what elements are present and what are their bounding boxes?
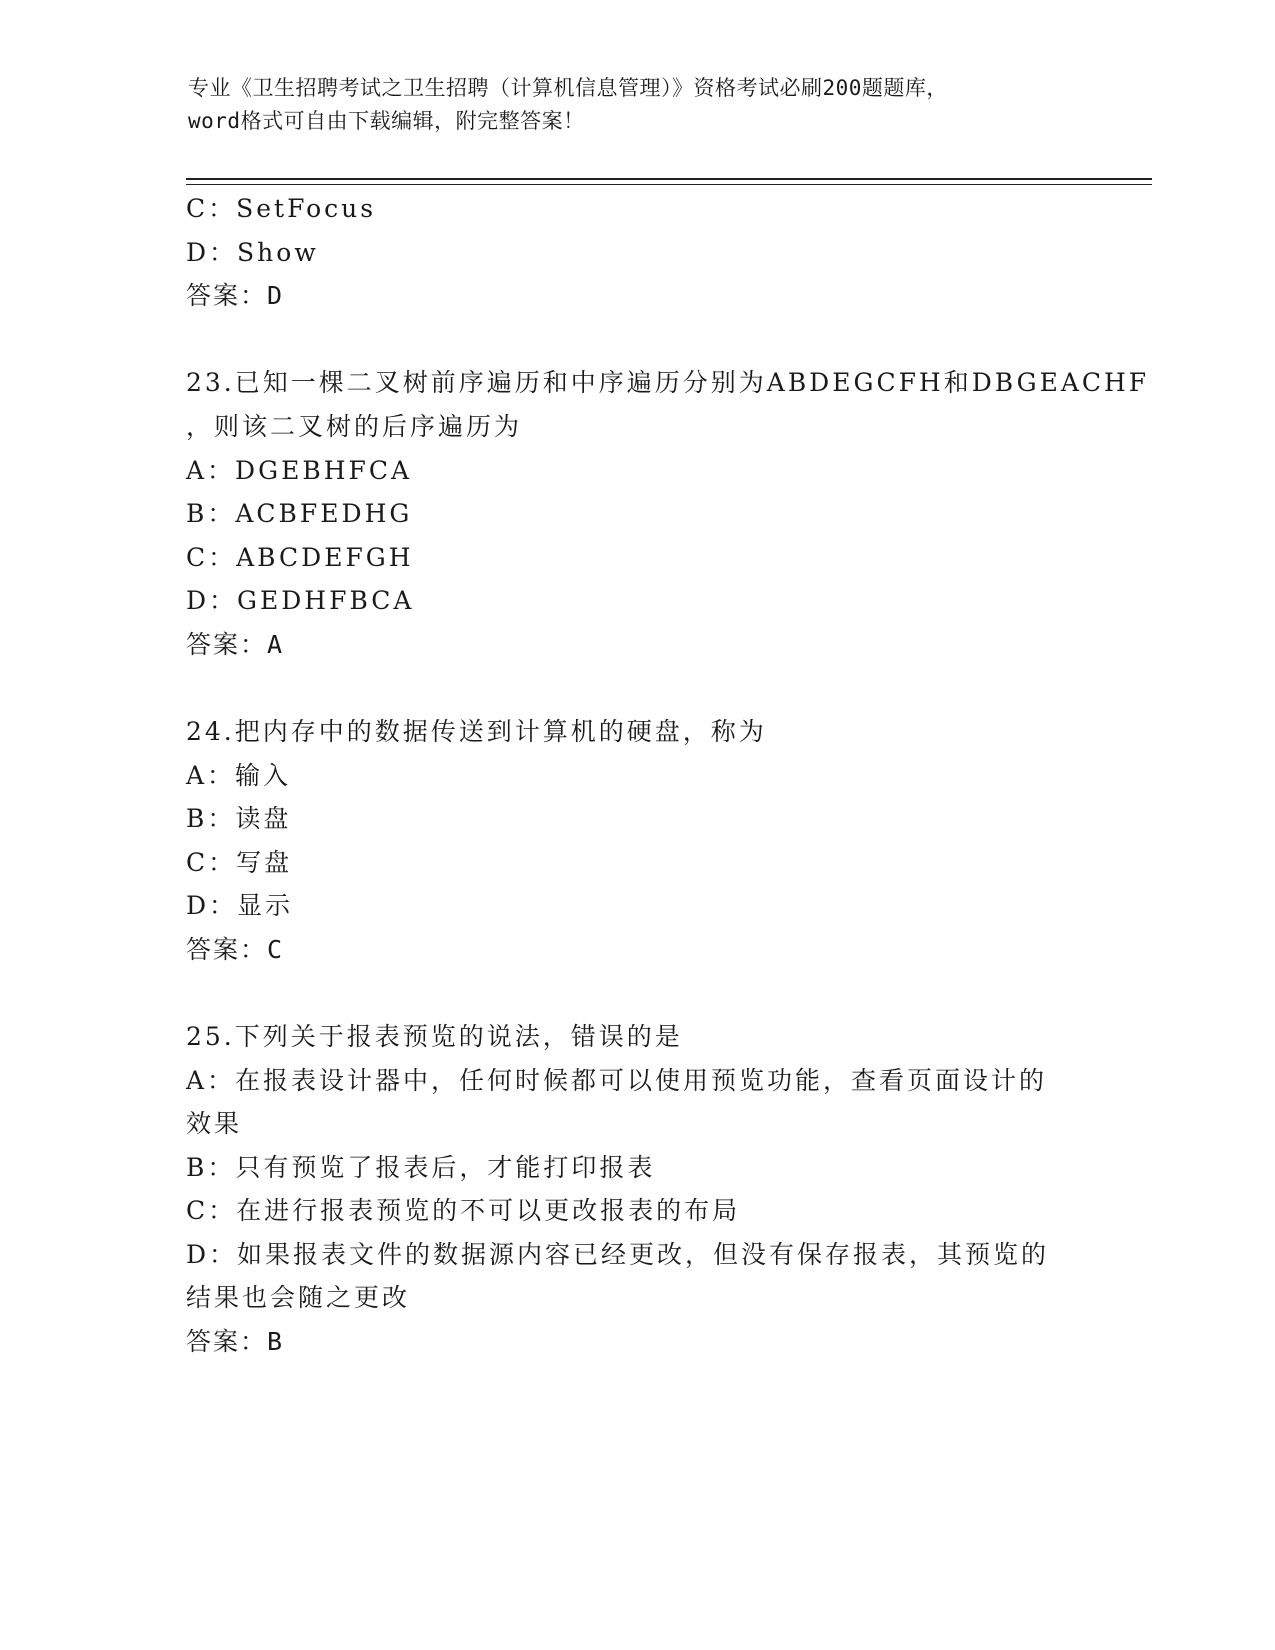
answer-label: 答案：: [186, 630, 268, 659]
q24-option-d: D：显示: [186, 891, 294, 920]
answer-label: 答案：: [186, 281, 268, 310]
q25-option-c: C：在进行报表预览的不可以更改报表的布局: [186, 1196, 741, 1225]
prev-answer: [186, 280, 282, 312]
q25-answer: [186, 1326, 282, 1358]
q24-option-c: C：写盘: [186, 848, 293, 877]
header-title-line1: 专业《卫生招聘考试之卫生招聘（计算机信息管理）》资格考试必刷200题题库，: [188, 76, 948, 100]
q23-answer: [186, 629, 282, 661]
q23-option-c: C：ABCDEFGH: [186, 543, 414, 572]
q23-option-a: A：DGEBHFCA: [186, 456, 413, 485]
header-divider-thick: [186, 178, 1152, 180]
q24-option-a: A：输入: [186, 761, 292, 790]
header-divider-thin: [186, 184, 1152, 185]
q23-option-d: D：GEDHFBCA: [186, 586, 415, 615]
header-title-line2: word格式可自由下载编辑，附完整答案！: [188, 109, 585, 133]
q24-answer: [186, 934, 282, 966]
q25-option-a-line1: A：在报表设计器中，任何时候都可以使用预览功能，查看页面设计的: [186, 1066, 1048, 1095]
answer-label: 答案：: [186, 935, 268, 964]
prev-option-d: D：Show: [186, 238, 319, 267]
q23-option-b: B：ACBFEDHG: [186, 499, 413, 528]
q24-stem: 24.把内存中的数据传送到计算机的硬盘，称为: [186, 717, 767, 746]
answer-value: B: [267, 1327, 283, 1356]
q25-option-d-line2: 结果也会随之更改: [186, 1283, 411, 1312]
prev-option-c: C：SetFocus: [186, 194, 377, 223]
q25-option-a-line2: 效果: [186, 1109, 243, 1138]
q23-stem-line1: 23.已知一棵二叉树前序遍历和中序遍历分别为ABDEGCFH和DBGEACHF: [186, 368, 1150, 397]
document-header: [188, 72, 1088, 138]
answer-value: D: [267, 281, 283, 310]
answer-label: 答案：: [186, 1327, 268, 1356]
q23-stem-line2: ，则该二叉树的后序遍历为: [186, 412, 523, 441]
q25-option-b: B：只有预览了报表后，才能打印报表: [186, 1153, 656, 1182]
q25-option-d-line1: D：如果报表文件的数据源内容已经更改，但没有保存报表，其预览的: [186, 1240, 1050, 1269]
q25-stem: 25.下列关于报表预览的说法，错误的是: [186, 1022, 683, 1051]
answer-value: C: [267, 935, 283, 964]
answer-value: A: [267, 630, 283, 659]
q24-option-b: B：读盘: [186, 804, 292, 833]
